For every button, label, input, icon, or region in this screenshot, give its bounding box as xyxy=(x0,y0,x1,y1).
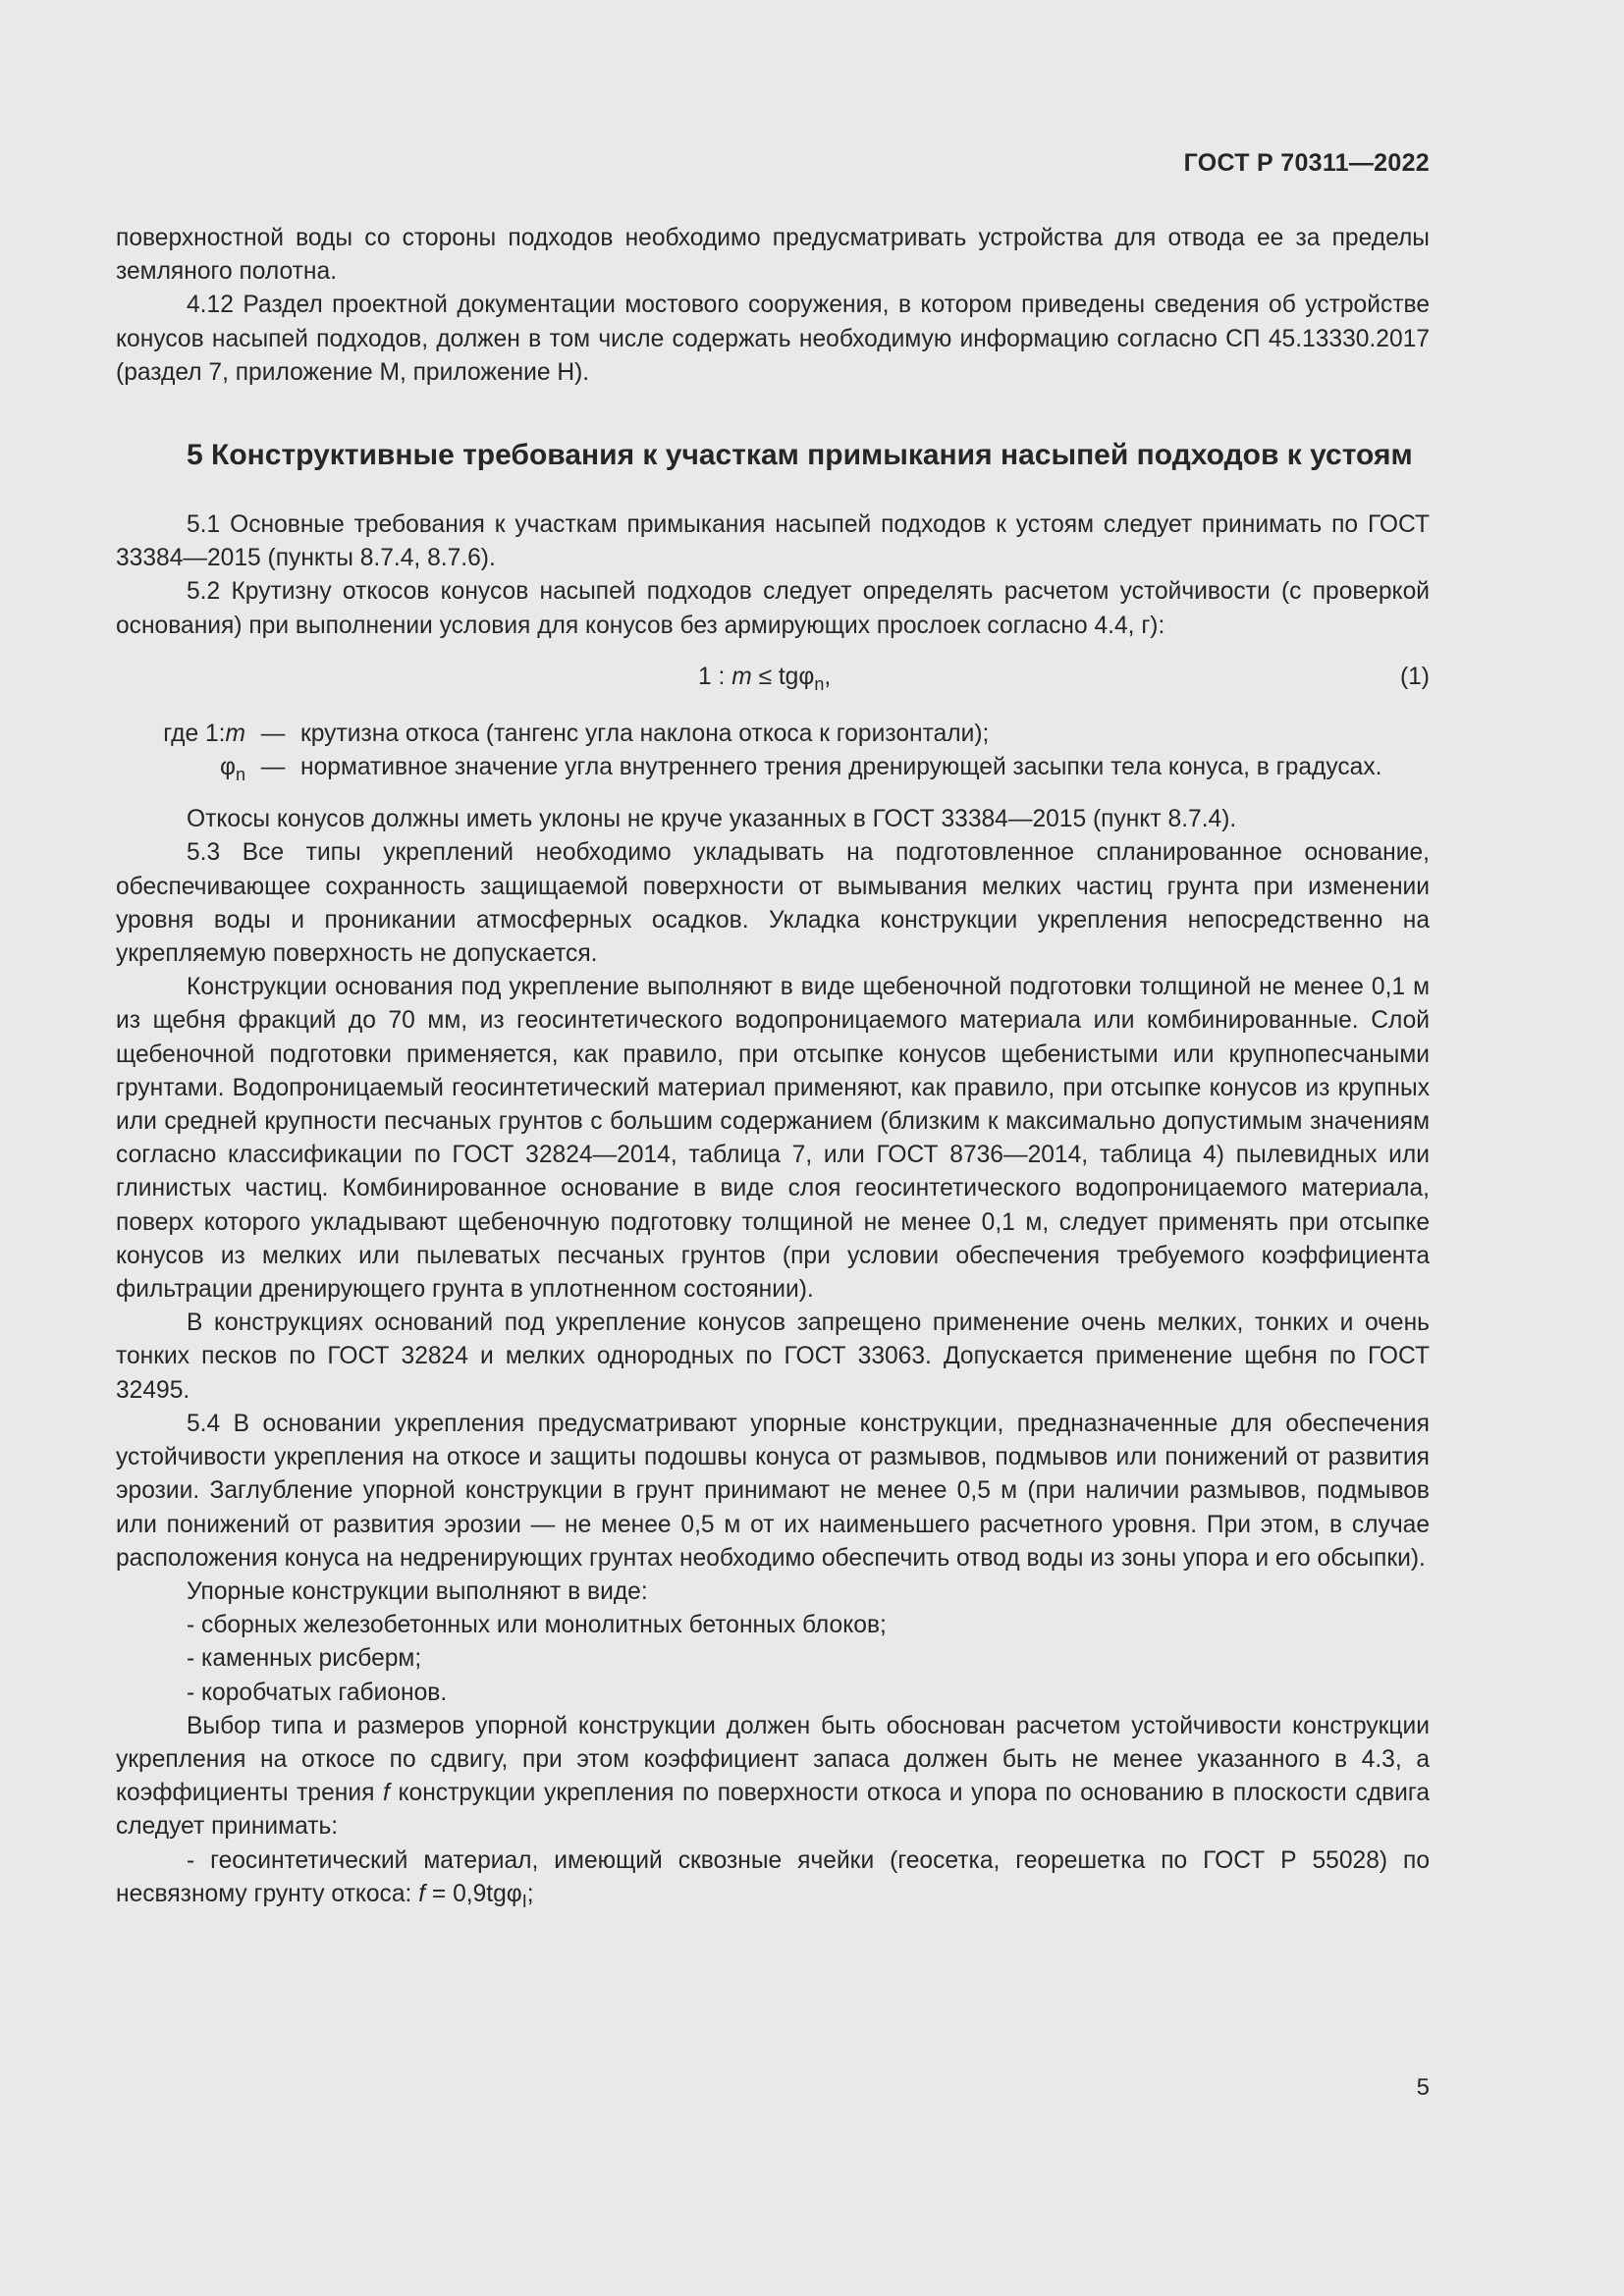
formula-legend xyxy=(116,718,1430,791)
paragraph-choice: Выбор типа и размеров упорной конструкции должен быть обоснован расчетом устойчивости конструкции укрепления на откосе по сдвигу, при этом коэффициент запаса должен быть не менее указанного в 4.3, а коэффициенты трения f конструкции укрепления по поверхности откоса и упора по основанию в плоскости сдвига следует принимать: xyxy=(116,1712,1430,1841)
legend-term: где 1:m xyxy=(163,720,245,747)
legend-item: $\varphi_n$ — нормативное значение угла внутреннего трения дренирующей засыпки тела конуса, в градусах. xyxy=(116,751,1430,791)
paragraph: В конструкциях оснований под укрепление конусов запрещено применение очень мелких, тонких и очень тонких песков по ГОСТ 32824 и мелких однородных по ГОСТ 33063. Допускается применение щебня по ГОСТ 32495. xyxy=(116,1309,1430,1404)
page-number: 5 xyxy=(1416,2074,1430,2101)
paragraph-4-12: 4.12 Раздел проектной документации мостового сооружения, в котором приведены сведения об устройстве конусов насыпей подходов, должен в том числе содержать необходимую информацию согласно СП 45.13330.2017 (раздел 7, приложение М, приложение Н). xyxy=(116,292,1430,386)
list-item: - коробчатых габионов. xyxy=(187,1679,448,1706)
paragraph-5-2: 5.2 Крутизну откосов конусов насыпей подходов следует определять расчетом устойчивости (с проверкой основания) при выполнении условия для конусов без армирующих прослоек согласно 4.4, г): xyxy=(116,578,1430,639)
document-header: ГОСТ Р 70311—2022 xyxy=(1183,149,1430,177)
list-item: - сборных железобетонных или монолитных бетонных блоков; xyxy=(187,1612,887,1639)
paragraph: Упорные конструкции выполняют в виде: xyxy=(187,1577,648,1605)
list-item: - каменных рисберм; xyxy=(187,1645,422,1673)
paragraph: Откосы конусов должны иметь уклоны не круче указанных в ГОСТ 33384—2015 (пункт 8.7.4). xyxy=(187,806,1237,833)
formula-expression: 1 : m ≤ tgφ$_n$, xyxy=(698,663,832,694)
legend-definition: крутизна откоса (тангенс угла наклона откоса к горизонтали); xyxy=(300,720,990,747)
formula-1 xyxy=(116,661,1430,694)
legend-item: где 1:m — крутизна откоса (тангенс угла наклона откоса к горизонтали); xyxy=(116,718,1430,751)
document-body xyxy=(116,222,1430,1918)
section-heading: 5 Конструктивные требования к участкам примыкания насыпей подходов к устоям xyxy=(187,439,1413,472)
paragraph-5-3: 5.3 Все типы укреплений необходимо укладывать на подготовленное спланированное основание, обеспечивающее сохранность защищаемой поверхности от вымывания мелких частиц грунта при изменении уровня воды и проникании атмосферных осадков. Укладка конструкции укрепления непосредственно на укрепляемую поверхность не допускается. xyxy=(116,839,1430,968)
formula-number: (1) xyxy=(1399,663,1430,690)
legend-term: $\varphi_n$ xyxy=(220,754,245,785)
paragraph-continuation: поверхностной воды со стороны подходов необходимо предусматривать устройства для отвода ее за пределы земляного полотна. xyxy=(116,225,1430,286)
paragraph-5-4: 5.4 В основании укрепления предусматривают упорные конструкции, предназначенные для обеспечения устойчивости укрепления на откосе и защиты подошвы конуса от размывов, подмывов или понижений от развития эрозии. Заглубление упорной конструкции в грунт принимают не менее 0,5 м (при наличии размывов, подмывов или понижений от развития эрозии — не менее 0,5 м от их наименьшего расчетного уровня. При этом, в случае расположения конуса на недренирующих грунтах необходимо обеспечить отвод воды из зоны упора и его обсыпки). xyxy=(116,1410,1430,1572)
paragraph: Конструкции основания под укрепление выполняют в виде щебеночной подготовки толщиной не менее 0,1 м из щебня фракций до 70 мм, из геосинтетического водопроницаемого материала или комбинированные. Слой щебеночной подготовки применяется, как правило, при отсыпке конусов щебенистыми или крупнопесчаными грунтами. Водопроницаемый геосинтетический материал применяют, как правило, при отсыпке конусов из крупных или средней крупности песчаных грунтов с большим содержанием (близким к максимально допустимым значениям согласно классификации по ГОСТ 32824—2014, таблица 7, или ГОСТ 8736—2014, таблица 4) пылевидных или глинистых частиц. Комбинированное основание в виде слоя геосинтетического водопроницаемого материала, поверх которого укладывают щебеночную подготовку толщиной не менее 0,1 м, следует применять при отсыпке конусов из мелких или пылеватых песчаных грунтов (при условии обеспечения требуемого коэффициента фильтрации дренирующего грунта в уплотненном состоянии). xyxy=(116,974,1430,1304)
legend-definition: нормативное значение угла внутреннего трения дренирующей засыпки тела конуса, в градусах. xyxy=(300,754,1382,781)
paragraph-5-1: 5.1 Основные требования к участкам примыкания насыпей подходов к устоям следует принимать по ГОСТ 33384—2015 (пункты 8.7.4, 8.7.6). xyxy=(116,511,1430,572)
paragraph-geosynthetic: - геосинтетический материал, имеющий сквозные ячейки (геосетка, георешетка по ГОСТ Р 55028) по несвязному грунту откоса: f = 0,9tgφ$_I$; xyxy=(116,1846,1430,1911)
